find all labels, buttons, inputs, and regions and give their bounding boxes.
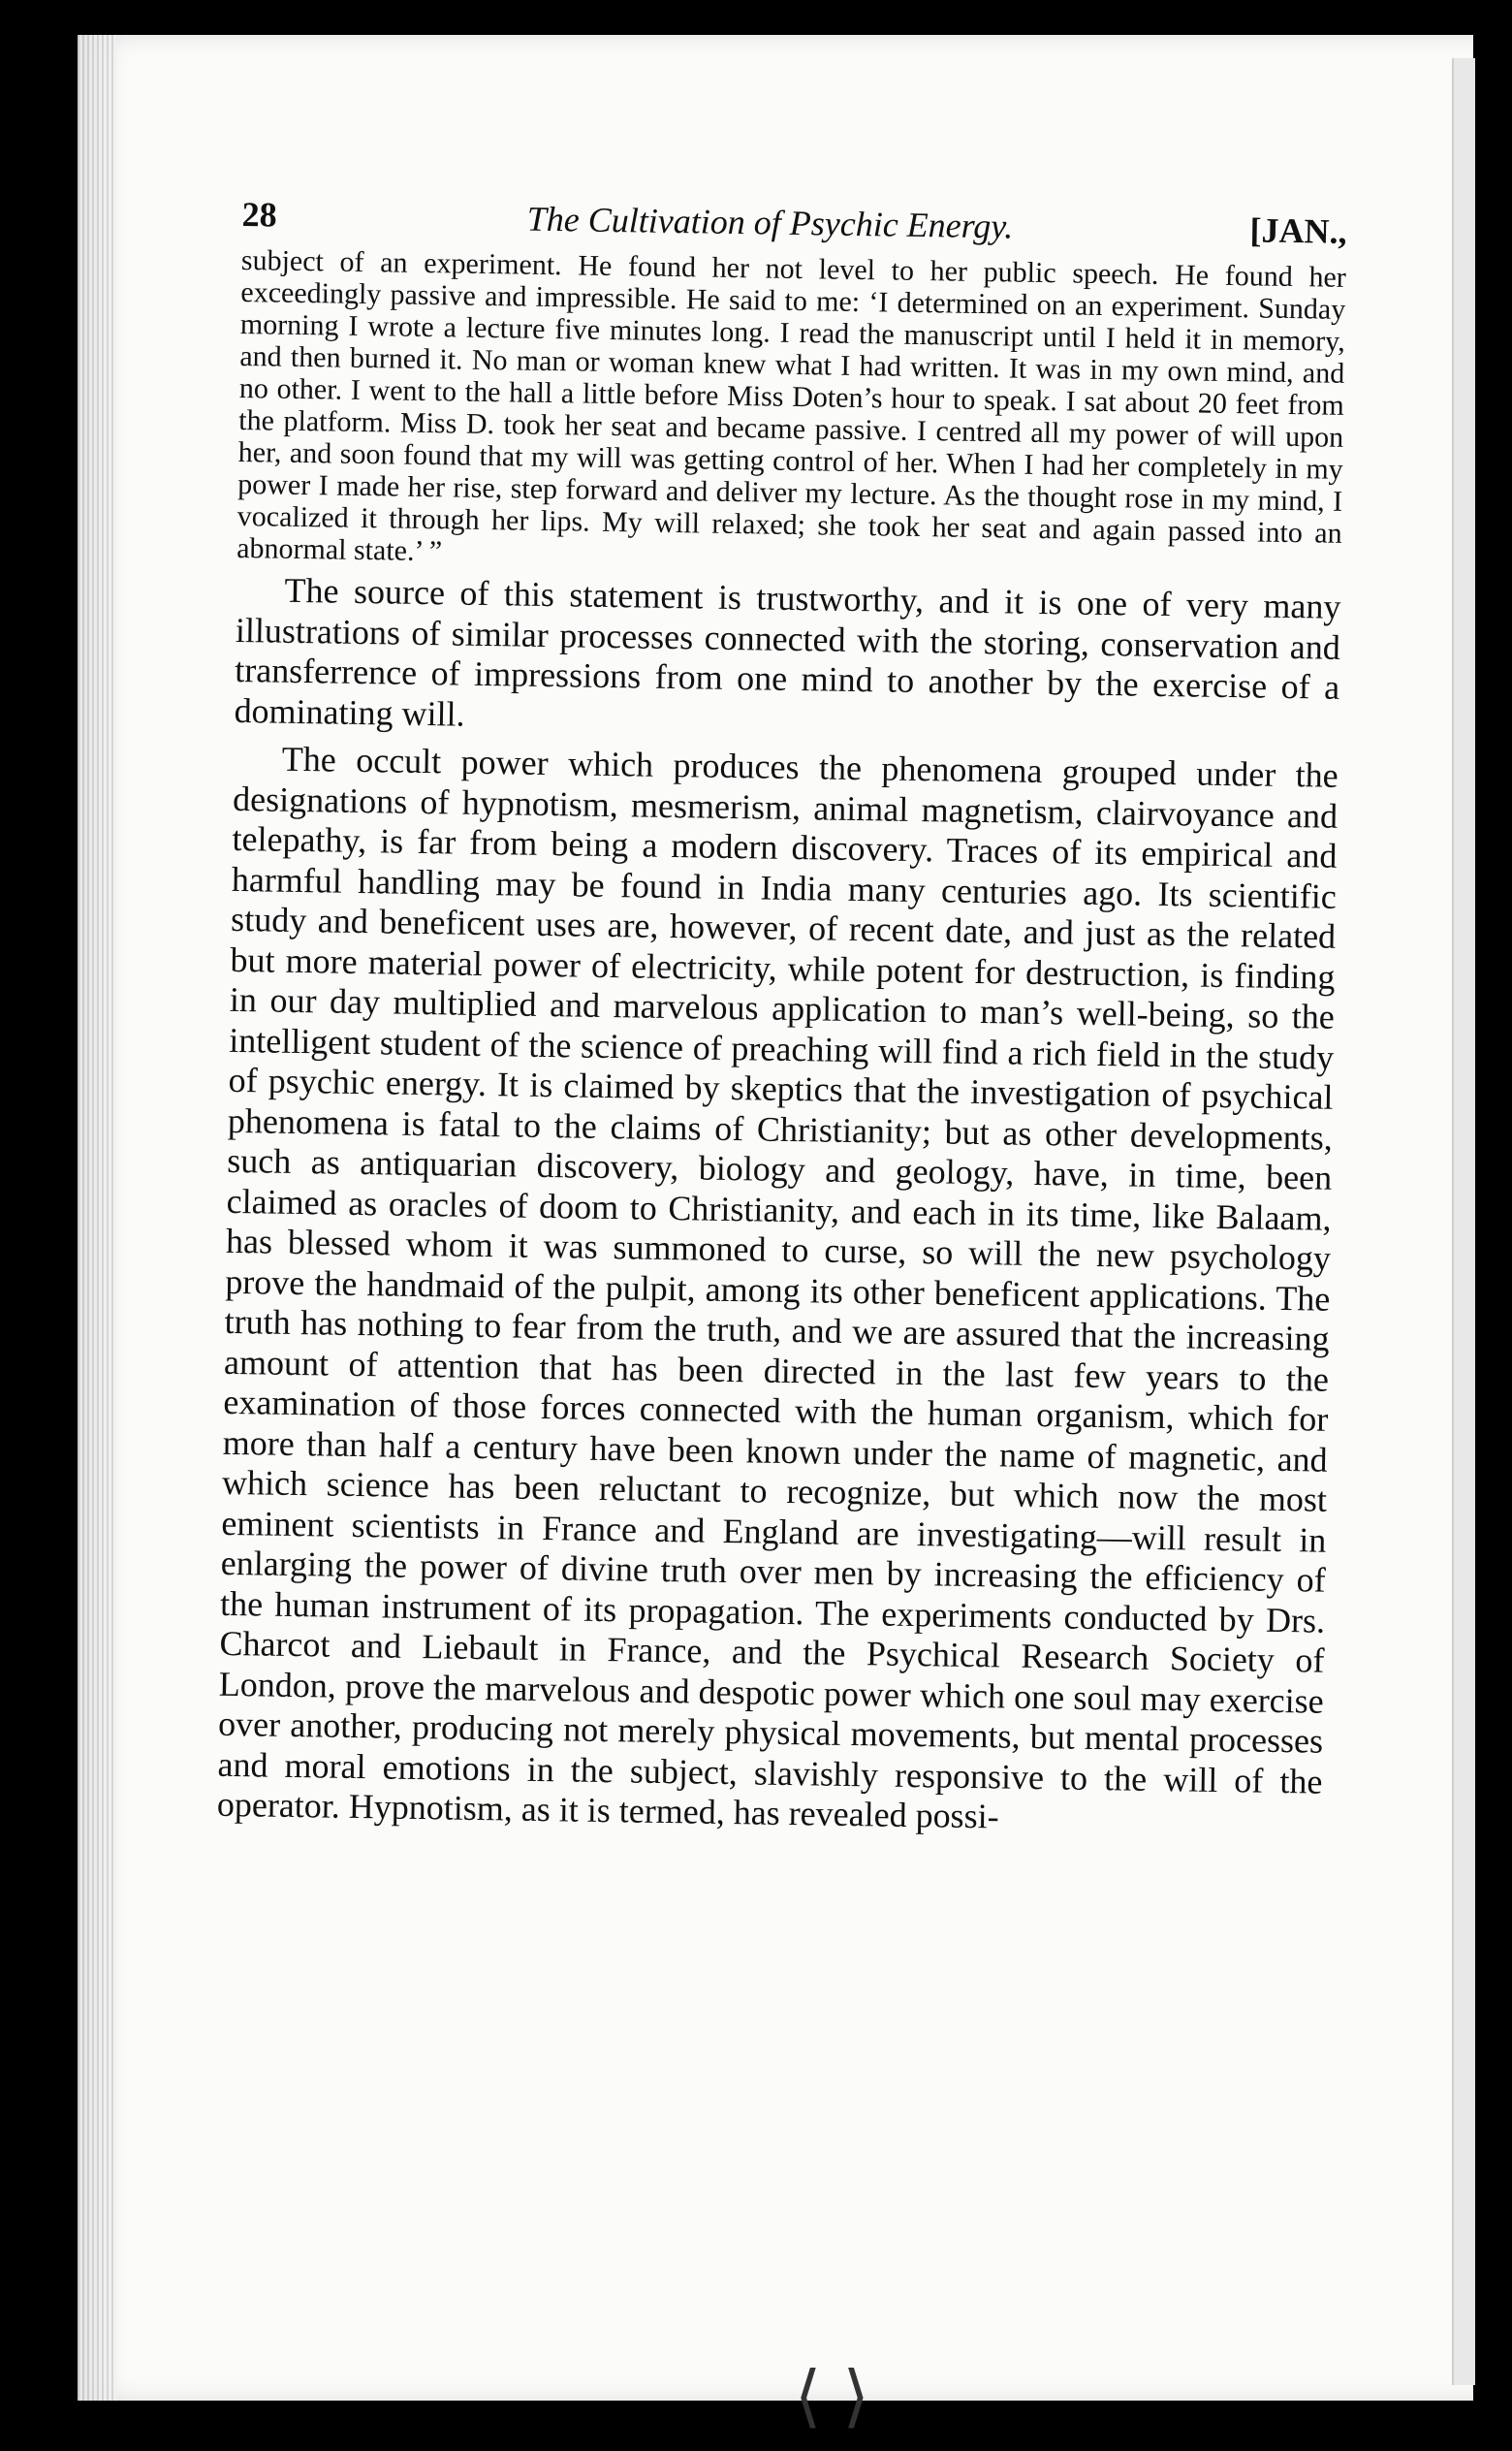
scan-marks: ⟨ ⟩ [795, 2356, 869, 2435]
page-number: 28 [241, 194, 277, 235]
running-month: [JAN., [1249, 210, 1347, 251]
running-title: The Cultivation of Psychic Energy. [526, 199, 1014, 246]
quoted-passage [236, 244, 1346, 582]
paragraph-2: The occult power which produces the phenomena grouped under the designations of hypnotism, mesmerism, animal magnetism, clairvoyance and telepathy, is far from being a modern discovery. Traces of its empirical and harmful handling may be found in India many centuries ago. Its scientific study and beneficent uses are, however, of recent date, and just as the related but more material power of electricity, while potent for destruction, is finding in our day multiplied and marvelous application to man’s well-being, so the intelligent student of the science of preaching will find a rich field in the study of psychic energy. It is claimed by skeptics that the investigation of psychical phenomena is fatal to the claims of Christianity; but as other developments, such as antiquarian discovery, biology and geology, have, in time, been claimed as oracles of doom to Christianity, and each in its time, like Balaam, has blessed whom it was summoned to curse, so will the new psychology prove the handmaid of the pulpit, among its other beneficent applications. The truth has nothing to fear from the truth, and we are assured that the increasing amount of attention that has been directed in the last few years to the examination of those forces connected with the human organism, which for more than half a century have been known under the name of magnetic, and which science has been reluctant to recognize, but which now the most eminent scientists in France and England are investigating—will result in enlarging the power of divine truth over men by increasing the efficiency of the human instrument of its propagation. The experiments conducted by Drs. Charcot and Liebault in France, and the Psychical Research Society of London, prove the marvelous and despotic power which one soul may exercise over another, producing not merely physical movements, but mental processes and moral emotions in the subject, slavishly responsive to the will of the operator. Hypnotism, as it is termed, has revealed possi- [216, 739, 1339, 1836]
book-gutter [78, 35, 116, 2401]
page-edge [1452, 58, 1475, 2385]
page-content [217, 194, 1347, 1842]
body-text [217, 570, 1341, 1842]
paragraph-1: The source of this statement is trustworthy, and it is one of very many illustrations of similar processes connected with the storing, conservation and transferrence of impressions from one mind to another by the exercise of a dominating will. [234, 570, 1341, 734]
quote-paragraph: subject of an experiment. He found her not level to her public speech. He found her exceedingly passive and impressible. He said to me: ‘I determined on an experiment. Sunday morning I wrote a lecture five minutes long. I read the manuscript until I held it in memory, and then burned it. No man or woman knew what I had written. It was in my own mind, and no other. I went to the hall a little before Miss Doten’s hour to speak. I sat about 20 feet from the platform. Miss D. took her seat and became passive. I centred all my power of will upon her, and soon found that my will was getting control of her. When I had her completely in my power I made her rise, step forward and deliver my lecture. As the thought rose in my mind, I vocalized it through her lips. My will relaxed; she took her seat and again passed into an abnormal state.’ ” [236, 243, 1347, 568]
